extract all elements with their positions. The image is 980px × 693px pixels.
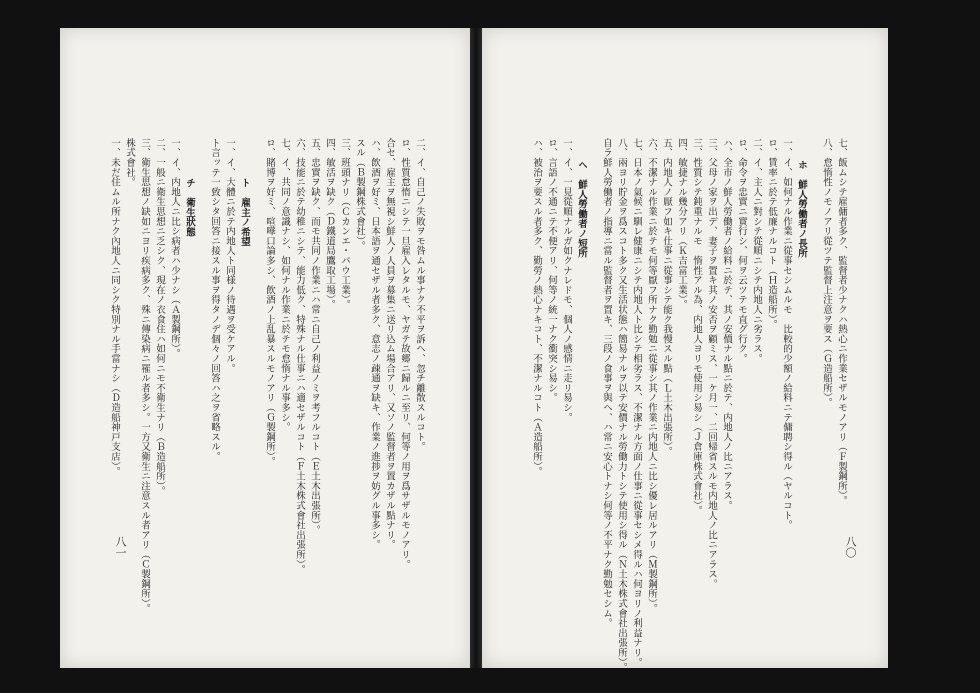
text-line: 株式會社。 [124,138,135,187]
column-gap [810,138,818,568]
section-heading: ホ 鮮人勞働者ノ長所 [796,160,807,258]
text-line: ハ、被治ヲ要スル者多ク、勤勞ノ熱心ナキコト、不潔ナルコト（Ａ造船所）。 [531,138,542,477]
left-page-text [108,138,426,614]
text-line: ロ、言語ノ不通ニテ不便アリ、何等ノ統一ナク衝突シ易シ。 [546,138,557,403]
section-heading: ト 雇主ノ希望 [239,178,250,247]
text-line: 六、技能ニ於テ幼稚ニシテ、能力低ク、特殊ナル仕事ニハ適セザルコト（Ｆ土木株式會社出張所）。 [294,138,305,575]
text-line: 八、兩ヨリ貯金ヲ爲スコト多ク又生活状態ハ簡易ナルヲ以テ安價ナル勞働力トシテ使用シ得ル（Ｎ土木株式會社出張所）。 [616,138,627,673]
right-page [482,28,888,673]
text-line: 一、イ、内地人ニ比シ病者ハ少ナシ（Ａ製鋼所）。 [169,138,180,359]
text-line: 一、イ、如何ナル作業ニ從事セシムルモ 比較的少額ノ給料ニテ傭聘シ得ル（ヤルコト。 [781,138,792,530]
text-line: 一、イ、大體ニ於テ内地人ト同様ノ待遇ヲ受ケアル。 [224,138,235,374]
text-line: ロ、命令ヲ忠實ニ實行シ、何ヲ云ツテモ直グ行ク。 [736,138,747,364]
text-line: 三、性質シテ鈍重ナルモ 惰性アル為、内地人ヨリモ使用シ易シ（Ｊ倉庫株式會社）。 [691,138,702,516]
text-line: スル（Ｂ製鋼株式會社）。 [354,138,365,251]
text-line: 三、衛生思想ノ缺如ニヨリ疾病多ク、殊ニ傳染病ニ罹ル者多シ。一方又衛生ニ注意スル者アリ（Ｃ製鋼所）。 [139,138,150,614]
text-line: 三、班頭ナリ（Ｃカンエ・パウ工業）。 [339,138,350,310]
book-gutter [470,28,482,668]
text-line: 二、イ、自己ノ失敗ヲモ咎ムル事ナク不平ヲ訴ヘ、忽チ離散スルコト。 [414,138,425,452]
text-line: 七、日本ノ氣候ニ馴レ健康ニシテ内地人ト比シテ相劣ラス、不潔ナル方面ノ仕事ニ從事セシメ得ルハ何ヨリノ利益ナリ。 [631,138,642,668]
text-line: 自ラ鮮人勞働者ノ指導ニ當ル監督者ヲ置キ、三段ノ食事ヲ與ヘ、ハ常ニ安心トナシ何等ノ不平ナク勤勉セシム。 [601,138,612,628]
text-line: 四、敏活ヲ缺ク（Ｄ鐵道局鷹取工場）。 [324,138,335,310]
page-number-left: 八一 [114,536,127,558]
text-line: ロ、賃率ニ於テ低廉ナルコト（Ｈ造船所）。 [766,138,777,330]
text-line: 七、イ、共同ノ意識ナシ、如何ナル作業ニ於テモ怠惰ナル事多シ。 [279,138,290,432]
text-line: ト言ッテ一致シタ回答ニ接スル事ヲ得タノデ個々ノ回答ハ之ヲ省略スル。 [209,138,220,462]
left-page [60,28,470,668]
text-line: 三、父母ノ家ヲ出デ、妻子ヲ置キ其ノ安否ヲ顧ミス、一ケ月一、二回帰省スルモ内地人ノ比ニアラス。 [706,138,717,589]
text-line: 一、未だ住ムル所ナク內地人ニ同シク特別ナル手當ナシ（Ｄ造船神戸支店）。 [109,138,120,477]
text-line: ハ、飲酒ヲ好ミ、日本語ヲ通セザル者多ク、意志ノ疎通ヲ缺キ、作業ノ進捗ヲ妨グル事多シ。 [369,138,380,550]
text-line: 五、内地人ノ厭フ如キ仕事ニ從事シテ能ク我慢スル點（Ｌ土木出張所）。 [661,138,672,457]
right-page-text [530,138,848,673]
text-line: ハ、全市ノ鮮人勞働者ノ給料ニ於テ、其ノ安價ナル點ニ於テ、内地人ノ比ニアラス。 [721,138,732,511]
text-line: 五、忠實ヲ缺ク、而モ共同ノ作業ニハ常ニ自己ノ利益ノミヲ考フルコト（Ｅ土木出張所）。 [309,138,320,536]
text-line: 二、一般ニ衛生思想ニ乏シク、現在ノ衣食住ハ如何ニモ不衛生ナリ（Ｂ造船所）。 [154,138,165,496]
text-line: ロ、賭博ヲ好ミ、喧嘩口論多シ、飲酒ノ上乱暴スルモノアリ（Ｇ製鋼所）。 [264,138,275,467]
text-line: ロ、性質怠惰ニシテ一旦雇入レタルモ、ヤガテ故郷ニ歸ルニ至リ、何等ノ用ヲ爲サザルモノアリ。 [399,138,410,570]
text-line: 二、イ、主人ニ對シテ從順ニシテ内地人ニ劣ラス。 [751,138,762,364]
text-line: 六、不潔ナル作業ニ於テモ何等厭フ所ナク勤勉ニ從事シ其ノ作業ニ内地人ニ比シ優レ居ルアリ（Ｍ製鋼所）。 [646,138,657,614]
section-heading: チ 衛生狀態 [184,178,195,237]
column-gap [253,138,261,568]
text-line: 合セ、雇主ヲ無視シ鮮人ノ人員ヲ募集ニ送リ込ム場合アリ、又ソノ監督者ヲ置カザル點ナリ。 [384,138,395,550]
section-heading: ヘ 鮮人勞働者ノ短所 [576,160,587,258]
text-line: 七、飯ムシテ雇傭者多ク、監督者少ナクハ熱心ニ作業セザルモノアリ（Ｆ製鋼所）。 [836,138,847,506]
text-line: 一、イ、一見從順ナルガ如クナレドモ、個人ノ感情ニ走リ易シ。 [561,138,572,423]
text-line: 四、敏捷ナル幾分アリ（Ｋ吉富工業）。 [676,138,687,310]
text-line: 八、怠惰性ノモノアリ從ツテ監督上注意ヲ要ス（Ｇ造船所）。 [821,138,832,408]
column-gap [590,138,598,568]
page-number-right: 八〇 [844,536,857,558]
column-gap [198,138,206,568]
